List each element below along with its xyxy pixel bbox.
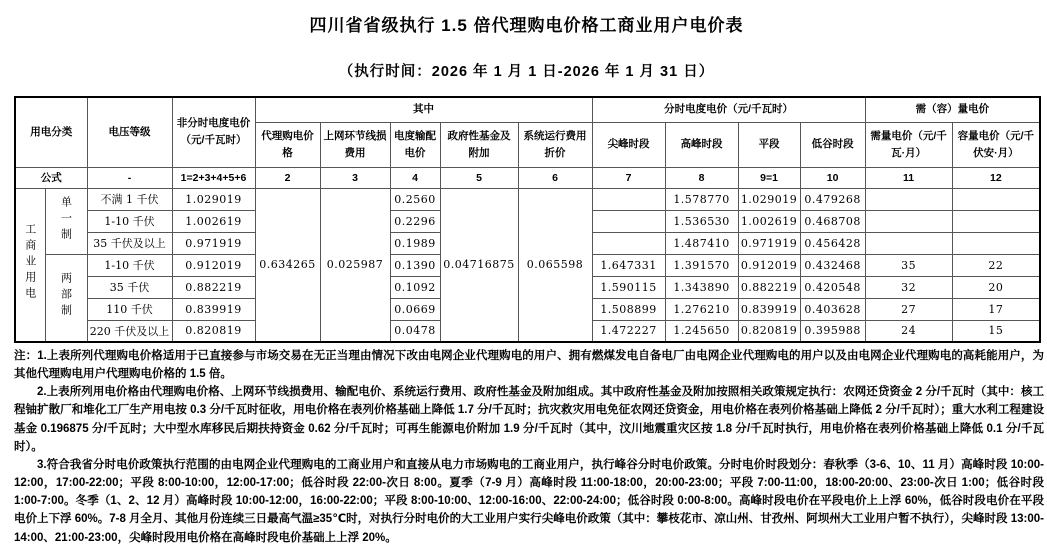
col-header-sys-cost: 系统运行费用折价 [518, 122, 592, 167]
cell-sharp-price: 1.647331 [592, 254, 665, 276]
cell-peak-price: 1.343890 [665, 276, 738, 298]
cell-voltage: 1-10 千伏 [87, 254, 172, 276]
formula-col: 3 [320, 167, 390, 188]
cell-peak-price: 1.536530 [665, 210, 738, 232]
price-table [14, 96, 1041, 343]
cell-capacity-price [952, 188, 1040, 210]
cell-flat-price: 0.820819 [738, 320, 800, 342]
cell-sharp-price: 1.508899 [592, 298, 665, 320]
formula-col: 11 [865, 167, 952, 188]
cell-non-tou-price: 1.002619 [172, 210, 255, 232]
table-row [15, 188, 1040, 210]
col-header-among-which: 其中 [255, 97, 592, 122]
cell-peak-price: 1.276210 [665, 298, 738, 320]
cell-valley-price: 0.432468 [800, 254, 865, 276]
formula-col: 8 [665, 167, 738, 188]
cell-valley-price: 0.468708 [800, 210, 865, 232]
formula-label: 公式 [15, 167, 87, 188]
cell-td-price: 0.0669 [390, 298, 440, 320]
two-part-system-label: 两部制 [59, 272, 73, 321]
cell-demand-price: 24 [865, 320, 952, 342]
col-header-valley-period: 低谷时段 [800, 122, 865, 167]
cell-sys-cost: 0.065598 [518, 188, 592, 342]
cell-usage-category [15, 188, 45, 342]
cell-flat-price: 0.839919 [738, 298, 800, 320]
cell-non-tou-price: 0.820819 [172, 320, 255, 342]
cell-td-price: 0.0478 [390, 320, 440, 342]
col-header-agency-price: 代理购电价格 [255, 122, 320, 167]
note-2: 2.上表所列用电价格由代理购电价格、上网环节线损费用、输配电价、系统运行费用、政府性基金及附加组成。其中政府性基金及附加按照相关政策规定执行：农网还贷资金 2 分/千瓦时（其中：核工程铀扩散厂和堆化工厂生产用电按 0.3 分/千瓦时征收，用电价格在表列价格基础上降低 1.7 分/千瓦时；抗灾救灾用电免征农网还贷资金，用电价格在表列价格基础上降低 2 分/千瓦时）；重大水利工程建设基金 0.196875 分/千瓦时；大中型水库移民后期扶持资金 0.62 分/千瓦时；可再生能源电价附加 1.9 分/千瓦时（其中，汶川地震重灾区按 1.8 分/千瓦时执行，用电价格在表列价格基础上降低 0.1 分/千瓦时）。 [14, 386, 1044, 453]
cell-non-tou-price: 1.029019 [172, 188, 255, 210]
cell-flat-price: 0.912019 [738, 254, 800, 276]
cell-non-tou-price: 0.882219 [172, 276, 255, 298]
cell-td-price: 0.2560 [390, 188, 440, 210]
formula-col: 5 [440, 167, 518, 188]
cell-line-loss: 0.025987 [320, 188, 390, 342]
cell-peak-price: 1.487410 [665, 232, 738, 254]
cell-sharp-price: 1.472227 [592, 320, 665, 342]
cell-valley-price: 0.403628 [800, 298, 865, 320]
cell-flat-price: 0.882219 [738, 276, 800, 298]
formula-col: 10 [800, 167, 865, 188]
formula-col: 7 [592, 167, 665, 188]
cell-valley-price: 0.420548 [800, 276, 865, 298]
col-header-voltage: 电压等级 [87, 97, 172, 167]
cell-single-system [45, 188, 87, 254]
cell-capacity-price: 22 [952, 254, 1040, 276]
col-header-tou-price: 分时电度电价（元/千瓦时） [592, 97, 865, 122]
single-system-label: 单一制 [59, 195, 73, 244]
cell-flat-price: 1.002619 [738, 210, 800, 232]
cell-valley-price: 0.456428 [800, 232, 865, 254]
note-3: 3.符合我省分时电价政策执行范围的由电网企业代理购电的工商业用户和直接从电力市场购电的工商业用户，执行峰谷分时电价政策。分时电价时段划分：春秋季（3-6、10、11 月）高峰时段 10:00-12:00，17:00-22:00；平段 8:00-10:00，12:00-17:00；低谷时段 22:00-次日 8:00。夏季（7-9 月）高峰时段 11:00-18:00，20:00-23:00；平段 7:00-11:00，18:00-20:00、23:00-次日 1:00；低谷时段 1:00-7:00。冬季（1、2、12 月）高峰时段 10:00-12:00，16:00-22:00；平段 8:00-10:00、12:00-16:00、22:00-24:00；低谷时段 0:00-8:00。高峰时段电价在平段电价上上浮 60%，低谷时段电价在平段电价上下浮 60%。7-8 月全月、其他月份连续三日最高气温≥35℃时，对执行分时电价的大工业用户实行尖峰电价政策（其中：攀枝花市、凉山州、甘孜州、阿坝州大工业用户暂不执行），尖峰时段 13:00-14:00、21:00-23:00，尖峰时段用电价格在高峰时段电价基础上上浮 20%。 [14, 458, 1044, 544]
cell-voltage: 35 千伏 [87, 276, 172, 298]
cell-peak-price: 1.245650 [665, 320, 738, 342]
cell-two-part-system [45, 254, 87, 342]
cell-demand-price: 35 [865, 254, 952, 276]
cell-demand-price [865, 188, 952, 210]
formula-col: 4 [390, 167, 440, 188]
col-header-peak-period: 高峰时段 [665, 122, 738, 167]
cell-valley-price: 0.395988 [800, 320, 865, 342]
cell-flat-price: 0.971919 [738, 232, 800, 254]
cell-voltage: 220 千伏及以上 [87, 320, 172, 342]
col-header-td-price: 电度输配电价 [390, 122, 440, 167]
cell-capacity-price: 17 [952, 298, 1040, 320]
col-header-demand-capacity: 需（容）量电价 [865, 97, 1040, 122]
cell-td-price: 0.1092 [390, 276, 440, 298]
cell-peak-price: 1.391570 [665, 254, 738, 276]
cell-td-price: 0.1989 [390, 232, 440, 254]
formula-col: 2 [255, 167, 320, 188]
formula-dash: - [87, 167, 172, 188]
formula-col: 6 [518, 167, 592, 188]
cell-sharp-price [592, 210, 665, 232]
cell-sharp-price [592, 232, 665, 254]
col-header-flat-period: 平段 [738, 122, 800, 167]
cell-capacity-price: 15 [952, 320, 1040, 342]
formula-total: 1=2+3+4+5+6 [172, 167, 255, 188]
cell-voltage: 110 千伏 [87, 298, 172, 320]
col-header-non-tou-price: 非分时电度电价（元/千瓦时） [172, 97, 255, 167]
cell-capacity-price: 20 [952, 276, 1040, 298]
note-1: 注：1.上表所列代理购电价格适用于已直接参与市场交易在无正当理由情况下改由电网企业代理购电的用户、拥有燃煤发电自备电厂由电网企业代理购电的用户以及由电网企业代理购电的高耗能用户，为其他代理购电用户代理购电价格的 1.5 倍。 [14, 350, 1044, 381]
cell-capacity-price [952, 232, 1040, 254]
cell-sharp-price: 1.590115 [592, 276, 665, 298]
cell-flat-price: 1.029019 [738, 188, 800, 210]
cell-capacity-price [952, 210, 1040, 232]
col-header-sharp-period: 尖峰时段 [592, 122, 665, 167]
formula-col: 12 [952, 167, 1040, 188]
notes-section [14, 347, 1044, 547]
page-subtitle: （执行时间：2026 年 1 月 1 日-2026 年 1 月 31 日） [338, 64, 715, 80]
page-title: 四川省省级执行 1.5 倍代理购电价格工商业用户电价表 [309, 16, 744, 35]
cell-voltage: 35 千伏及以上 [87, 232, 172, 254]
cell-demand-price [865, 232, 952, 254]
cell-valley-price: 0.479268 [800, 188, 865, 210]
col-header-line-loss: 上网环节线损费用 [320, 122, 390, 167]
cell-non-tou-price: 0.971919 [172, 232, 255, 254]
col-header-demand-price: 需量电价（元/千瓦·月） [865, 122, 952, 167]
cell-non-tou-price: 0.839919 [172, 298, 255, 320]
cell-demand-price [865, 210, 952, 232]
cell-sharp-price [592, 188, 665, 210]
cell-td-price: 0.2296 [390, 210, 440, 232]
cell-demand-price: 32 [865, 276, 952, 298]
cell-agency-price: 0.634265 [255, 188, 320, 342]
formula-row [15, 167, 1040, 188]
header-row-1 [15, 97, 1040, 122]
formula-col: 9=1 [738, 167, 800, 188]
col-header-capacity-price: 容量电价（元/千伏安·月） [952, 122, 1040, 167]
cell-voltage: 不满 1 千伏 [87, 188, 172, 210]
cell-gov-fund: 0.04716875 [440, 188, 518, 342]
cell-non-tou-price: 0.912019 [172, 254, 255, 276]
col-header-usage-class: 用电分类 [15, 97, 87, 167]
cell-td-price: 0.1390 [390, 254, 440, 276]
cell-demand-price: 27 [865, 298, 952, 320]
cell-voltage: 1-10 千伏 [87, 210, 172, 232]
cell-peak-price: 1.578770 [665, 188, 738, 210]
col-header-gov-fund: 政府性基金及附加 [440, 122, 518, 167]
usage-category-label: 工商业用电 [23, 223, 37, 304]
